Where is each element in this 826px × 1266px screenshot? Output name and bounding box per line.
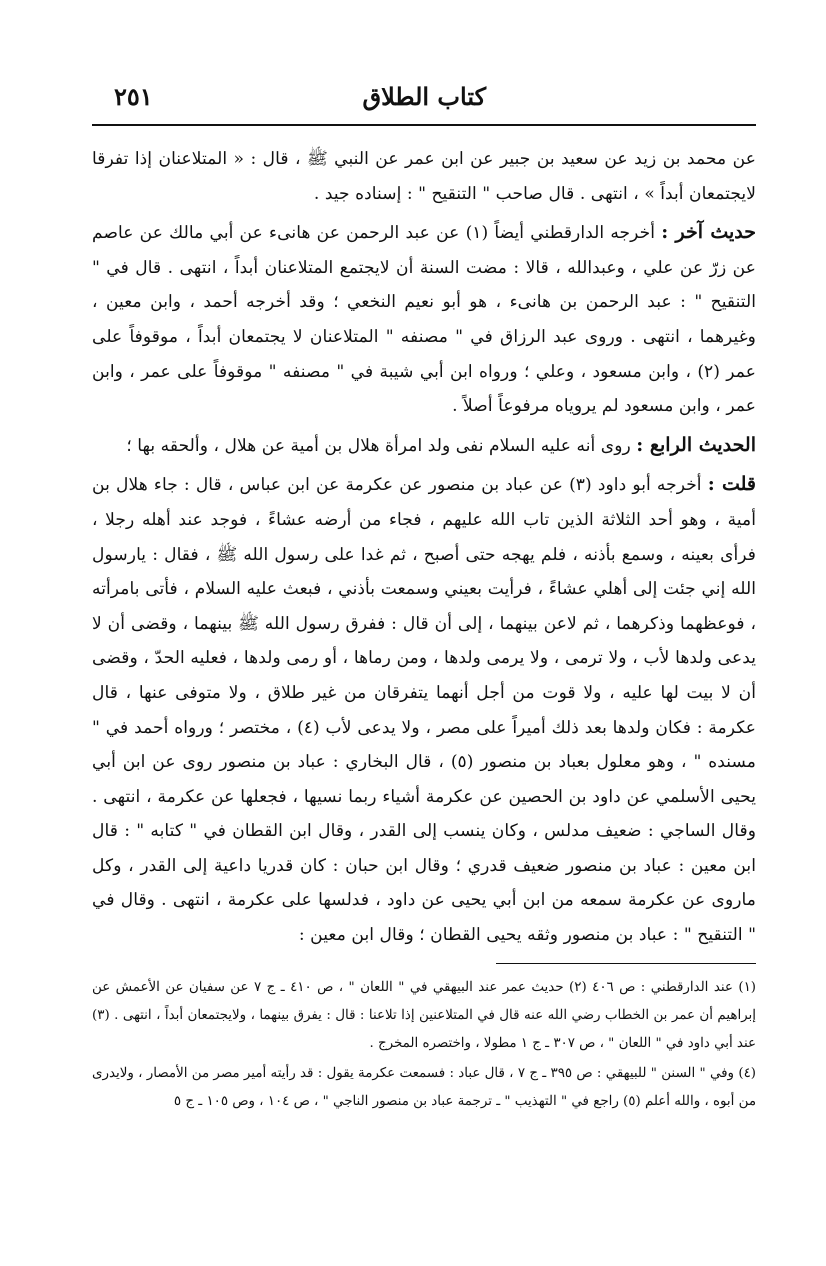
page-header xyxy=(92,78,756,118)
paragraph-4 xyxy=(92,467,756,952)
footnote-block-2: (٤) وفي " السنن " للبيهقي : ص ٣٩٥ ـ ج ٧ ، قال عباد : فسمعت عكرمة يقول : قد رأيته أمير مصر من الأمصار ، ولايدرى من أبوه ، والله أعلم (٥) راجع في " التهذيب " ـ ترجمة عباد بن منصور الناجي " ، ص ١٠٤ ، وص ١٠٥ ـ ج ٥ xyxy=(92,1065,756,1109)
header-rule xyxy=(92,124,756,126)
paragraph-2 xyxy=(92,215,756,424)
main-text xyxy=(92,142,756,953)
paragraph-3 xyxy=(92,428,756,464)
running-title: كتاب الطلاق xyxy=(362,82,486,111)
paragraph-3-lead: الحديث الرابع : xyxy=(636,433,756,456)
paragraph-4-lead: قلت : xyxy=(707,473,756,496)
footnote-block-1: (١) عند الدارقطني : ص ٤٠٦ (٢) حديث عمر عند البيهقي في " اللعان " ، ص ٤١٠ ـ ج ٧ عن سفيان عن الأعمش عن إبراهيم أن عمر بن الخطاب رضي الله عنه قال في المتلاعنين إذا تلاعنا : قال : يفرق بينهما ، ولايجتمعان أبداً ، انتهى . (٣) عند أبي داود في " اللعان " ، ص ٣٠٧ ـ ج ١ مطولا ، واختصره المخرج . xyxy=(92,979,756,1051)
footnotes xyxy=(92,974,756,1116)
paragraph-3-text: روى أنه عليه السلام نفى ولد امرأة هلال بن أمية عن هلال ، وألحقه بها ؛ xyxy=(126,435,637,456)
paragraph-1 xyxy=(92,142,756,211)
paragraph-2-text: أخرجه الدارقطني أيضاً (١) عن عبد الرحمن عن هانىء عن أبي مالك عن عاصم عن زرّ عن علي ، وعبدالله ، قالا : مضت السنة أن لايجتمع المتلاعنان أبداً ، انتهى . قال في " التنقيح " : عبد الرحمن بن هانىء ، هو أبو نعيم النخعي ؛ وقد أخرجه أحمد ، وابن معين ، وغيرهما ، انتهى . وروى عبد الرزاق في " مصنفه " المتلاعنان لا يجتمعان أبداً ، موقوفاً على عمر (٢) ، وابن مسعود ، وعلي ؛ ورواه ابن أبي شيبة في " مصنفه " موقوفاً على عمر ، وابن عمر ، وابن مسعود لم يروياه مرفوعاً أصلاً . xyxy=(92,223,756,417)
paragraph-1-text: عن محمد بن زيد عن سعيد بن جبير عن ابن عمر عن النبي ﷺ ، قال : « المتلاعنان إذا تفرقا لايجتمعان أبداً » ، انتهى . قال صاحب " التنقيح " : إسناده جيد . xyxy=(92,149,756,204)
page-number: ٢٥١ xyxy=(114,82,153,111)
paragraph-4-text: أخرجه أبو داود (٣) عن عباد بن منصور عن عكرمة عن ابن عباس ، قال : جاء هلال بن أمية ، وهو أحد الثلاثة الذين تاب الله عليهم ، فجاء من أرضه عشاءً ، فوجد عند أهله رجلا ، فرأى بعينه ، وسمع بأذنه ، فلم يهجه حتى أصبح ، ثم غدا على رسول الله ﷺ ، فقال : يارسول الله إني جئت إلى أهلي عشاءً ، فرأيت بعيني وسمعت بأذني ، فبعث عليه السلام ، فأتى بامرأته ، فوعظهما وذكرهما ، ثم لاعن بينهما ، إلى أن قال : ففرق رسول الله ﷺ بينهما ، وقضى أن لا يدعى ولدها لأب ، ولا ترمى ، ولا يرمى ولدها ، ومن رماها ، أو رمى ولدها ، فعليه الحدّ ، وقضى أن لا بيت لها عليه ، ولا قوت من أجل أنهما يتفرقان من غير طلاق ، ولا متوفى عنها ، قال عكرمة : فكان ولدها بعد ذلك أميراً على مصر ، ولا يدعى لأب (٤) ، مختصر ؛ ورواه أحمد في " مسنده " ، وهو معلول بعباد بن منصور (٥) ، قال البخاري : عباد بن منصور روى عن ابن أبي يحيى الأسلمي عن داود بن الحصين عن عكرمة أشياء ربما نسيها ، فجعلها عن عكرمة ، انتهى . وقال الساجي : ضعيف مدلس ، وكان ينسب إلى القدر ، وقال ابن القطان في " كتابه " : قال ابن معين : عباد بن منصور ضعيف قدري ؛ وقال ابن حبان : كان قدريا داعية إلى القدر ، وكل ماروى عن عكرمة سمعه من ابن أبي يحيى عن داود ، فدلسها على عكرمة ، انتهى . وقال في " التنقيح " : عباد بن منصور وثقه يحيى القطان ؛ وقال ابن معين : xyxy=(92,475,757,946)
footnote-separator xyxy=(496,963,756,964)
paragraph-2-lead: حديث آخر : xyxy=(661,221,756,244)
